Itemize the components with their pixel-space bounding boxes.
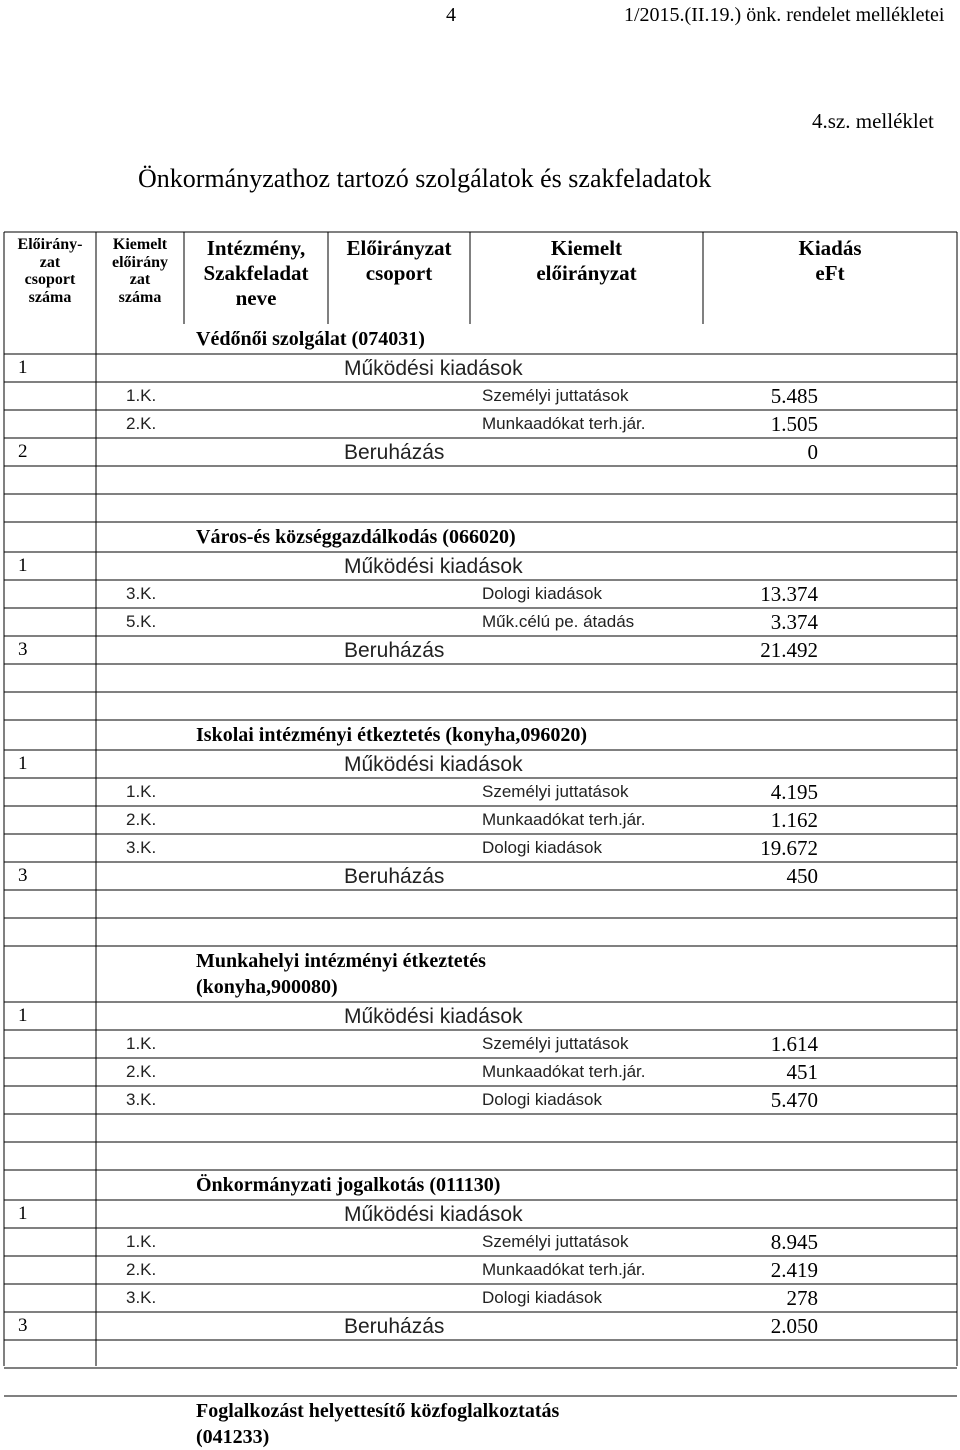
sub-label: Személyi juttatások [482,386,629,405]
group-label: Működési kiadások [344,555,523,578]
section-title [196,722,587,748]
sub-label: Személyi juttatások [482,1232,629,1251]
amount: 278 [786,1286,818,1310]
sub-label: Dologi kiadások [482,1288,603,1307]
amount: 13.374 [760,582,818,606]
section-title-line: (konyha,900080) [196,976,338,998]
header-line: száma [28,288,72,306]
section-title [196,948,486,1000]
group-code: 2 [18,441,28,462]
sub-code: 3.K. [126,838,157,857]
amount: 8.945 [770,1230,818,1254]
sub-label: Dologi kiadások [482,584,603,603]
section-title [196,1398,559,1450]
page-number: 4 [446,4,456,26]
group-code: 3 [18,1315,28,1336]
header-line: csoport [24,271,76,289]
header-line: Kiemelt [112,236,168,253]
sub-code: 2.K. [126,1260,157,1279]
sub-code: 5.K. [126,612,157,631]
amount: 2.419 [770,1258,818,1282]
header-col6 [703,236,957,286]
sub-label: Munkaadókat terh.jár. [482,1260,646,1279]
header-line: zat [129,271,151,289]
header-line: zat [39,253,61,271]
sub-code: 1.K. [126,782,157,801]
amount: 1.505 [770,412,818,436]
group-label: Működési kiadások [344,753,523,776]
section-title-line: Város-és községgazdálkodás (066020) [196,526,516,548]
amount: 19.672 [760,836,818,860]
header-line: neve [235,286,277,311]
group-label: Működési kiadások [344,1005,523,1028]
header-line: eFt [815,261,845,286]
header-line: Kiemelt [550,236,623,260]
header-col2 [96,236,184,306]
sub-code: 3.K. [126,1288,157,1307]
group-code: 3 [18,639,28,660]
header-line: Szakfeladat [203,261,309,286]
section-title-line: Munkahelyi intézményi étkeztetés [196,950,486,972]
group-code: 1 [18,753,28,774]
header-line: száma [118,288,162,306]
amount: 21.492 [760,638,818,662]
header-line: Előirány- [17,236,83,253]
section-title-line: (041233) [196,1426,270,1448]
group-label: Működési kiadások [344,1203,523,1226]
header-col1 [4,236,96,306]
group-label: Beruházás [344,639,445,662]
group-label: Működési kiadások [344,357,523,380]
section-title-line: Védőnői szolgálat (074031) [196,328,425,350]
amount: 0 [807,440,818,464]
header-col3 [184,236,328,312]
sub-label: Személyi juttatások [482,782,629,801]
section-title [196,1172,500,1198]
amount: 450 [786,864,818,888]
header-col4 [328,236,470,286]
sub-label: Dologi kiadások [482,838,603,857]
section-title [196,524,516,550]
group-code: 3 [18,865,28,886]
group-label: Beruházás [344,441,445,464]
page-title: Önkormányzathoz tartozó szolgálatok és szakfeladatok [138,164,712,193]
sub-code: 2.K. [126,1062,157,1081]
header-line: előirányzat [536,261,637,286]
group-code: 1 [18,555,28,576]
sub-label: Műk.célú pe. átadás [482,612,635,631]
amount: 1.162 [770,808,818,832]
attachment-label: 4.sz. melléklet [812,109,934,133]
header-line: Előirányzat [346,236,452,260]
header-line: csoport [365,261,433,286]
sub-code: 3.K. [126,584,157,603]
section-title [196,326,425,352]
document-reference: 1/2015.(II.19.) önk. rendelet mellékletei [624,4,945,26]
group-code: 1 [18,1203,28,1224]
expenditure-table [0,228,960,1448]
header-line: Intézmény, [206,236,306,260]
header-col5 [470,236,703,286]
amount: 1.614 [770,1032,818,1056]
group-label: Beruházás [344,1315,445,1338]
section-title-line: Foglalkozást helyettesítő közfoglalkoztatás [196,1400,560,1422]
section-title-line: Iskolai intézményi étkeztetés (konyha,096020) [196,724,588,746]
section-title-line: Önkormányzati jogalkotás (011130) [196,1174,501,1196]
amount: 5.485 [770,384,818,408]
sub-label: Dologi kiadások [482,1090,603,1109]
amount: 451 [786,1060,818,1084]
sub-label: Munkaadókat terh.jár. [482,414,646,433]
group-label: Beruházás [344,865,445,888]
amount: 3.374 [770,610,818,634]
amount: 5.470 [770,1088,818,1112]
sub-code: 1.K. [126,1232,157,1251]
group-code: 1 [18,357,28,378]
sub-code: 2.K. [126,414,157,433]
group-code: 1 [18,1005,28,1026]
header-line: Kiadás [798,236,862,260]
sub-label: Munkaadókat terh.jár. [482,1062,646,1081]
sub-code: 2.K. [126,810,157,829]
sub-code: 3.K. [126,1090,157,1109]
amount: 2.050 [770,1314,818,1338]
header-line: előirány [112,253,168,271]
sub-label: Munkaadókat terh.jár. [482,810,646,829]
sub-code: 1.K. [126,1034,157,1053]
amount: 4.195 [770,780,818,804]
sub-label: Személyi juttatások [482,1034,629,1053]
sub-code: 1.K. [126,386,157,405]
